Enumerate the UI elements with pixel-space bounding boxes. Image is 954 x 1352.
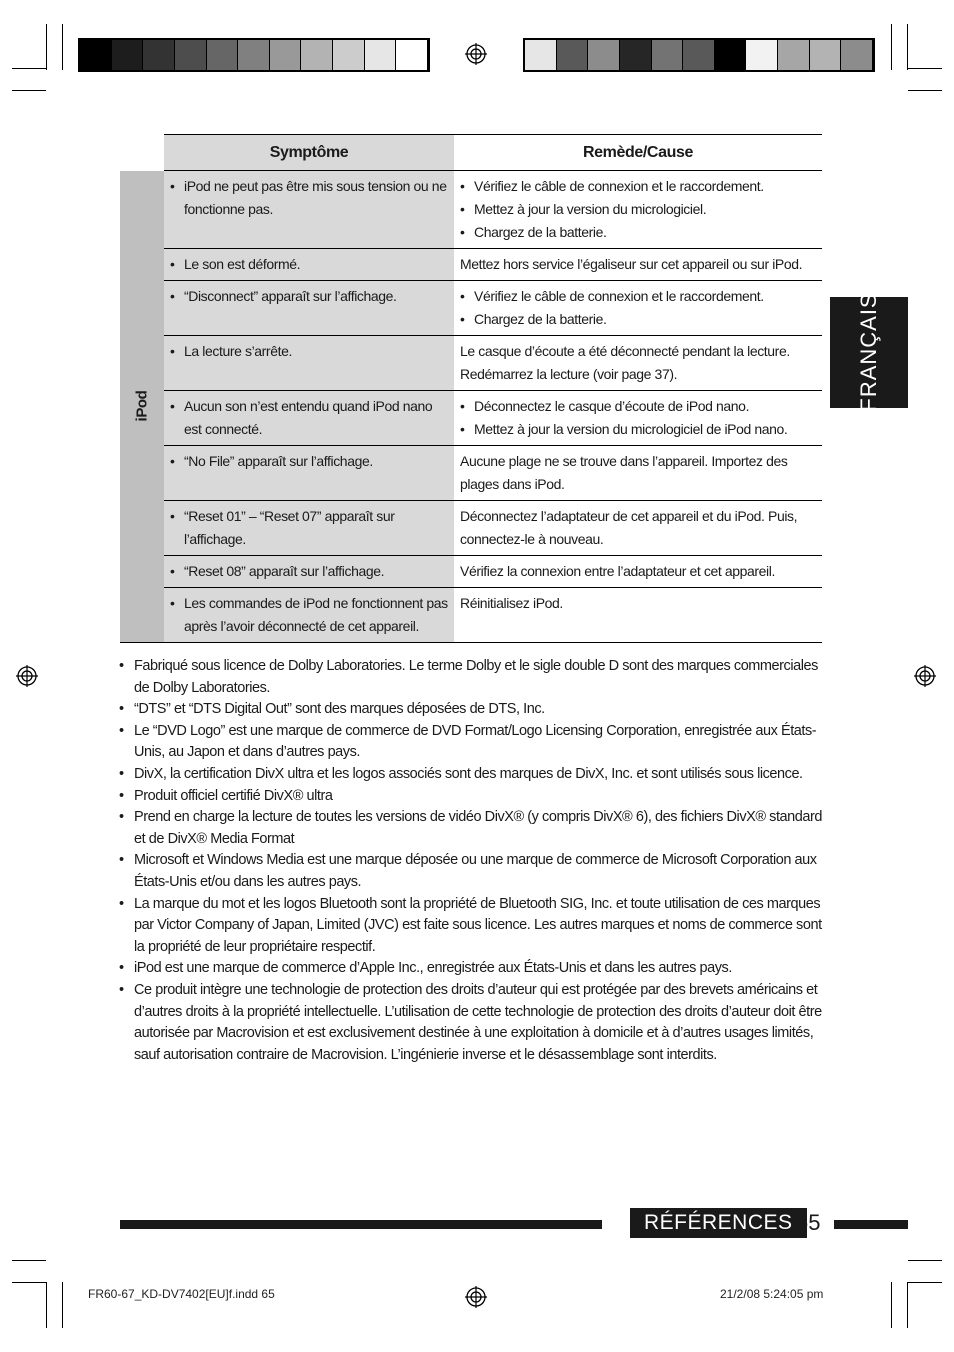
symptom-cell (164, 249, 454, 281)
table-row (120, 171, 822, 249)
table-row (120, 281, 822, 336)
section-label: RÉFÉRENCES (630, 1208, 807, 1238)
crop-mark (12, 1260, 46, 1261)
remedy-item: • Chargez de la batterie. (460, 308, 816, 331)
remedy-item: • Chargez de la batterie. (460, 221, 816, 244)
symptom-text: • “No File” apparaît sur l’affichage. (170, 450, 448, 473)
crop-mark (907, 1282, 908, 1328)
remedy-text: Le casque d’écoute a été déconnecté pendant la lecture. Redémarrez la lecture (voir page 37). (454, 336, 822, 391)
trademark-notes (118, 656, 826, 1066)
crop-mark (62, 24, 63, 70)
remedy-cell (454, 171, 822, 249)
registration-mark-icon (914, 665, 936, 687)
table-row (120, 446, 822, 501)
note-item: • Produit officiel certifié DivX® ultra (118, 786, 826, 808)
crop-mark (891, 1282, 892, 1328)
crop-mark (46, 1282, 47, 1328)
table-row (120, 249, 822, 281)
color-swatch (333, 40, 365, 70)
color-swatch (778, 40, 810, 70)
remedy-item: • Vérifiez le câble de connexion et le raccordement. (460, 175, 816, 198)
remedy-text: Déconnectez l’adaptateur de cet appareil et du iPod. Puis, connectez-le à nouveau. (454, 501, 822, 556)
crop-mark (62, 1282, 63, 1328)
color-swatch (588, 40, 620, 70)
color-swatch (143, 40, 175, 70)
symptom-cell (164, 446, 454, 501)
crop-mark (908, 90, 942, 91)
symptom-text: • Le son est déformé. (170, 253, 448, 276)
note-item: • iPod est une marque de commerce d’Apple Inc., enregistrée aux États-Unis et dans les autres pays. (118, 958, 826, 980)
color-swatch (112, 40, 144, 70)
remedy-cell (454, 391, 822, 446)
crop-mark (891, 24, 892, 70)
color-swatch (620, 40, 652, 70)
note-item: • Ce produit intègre une technologie de protection des droits d’auteur qui est protégée par des brevets américains et d’autres droits à la propriété intellectuelle. L’utilisation de cette technologie de protection des droits d’auteur doit être autorisée par Macrovision et est exclusivement destinée à une exploitation à domicile et à d’autres usages limités, sauf autorisation contraire de Macrovision. L’ingénierie inverse et le désassemblage sont interdits. (118, 980, 826, 1066)
section-bar-right (834, 1220, 908, 1229)
crop-mark (12, 90, 46, 91)
symptom-cell (164, 501, 454, 556)
remedy-item: • Vérifiez le câble de connexion et le raccordement. (460, 285, 816, 308)
symptom-cell (164, 391, 454, 446)
group-label: iPod (133, 390, 151, 422)
color-swatch (557, 40, 589, 70)
crop-mark (12, 1282, 46, 1283)
crop-mark (908, 68, 942, 69)
color-swatch (238, 40, 270, 70)
crop-mark (907, 24, 908, 70)
color-swatch (207, 40, 239, 70)
registration-mark-icon (465, 43, 487, 65)
crop-mark (12, 68, 46, 69)
symptom-cell (164, 171, 454, 249)
table-row (120, 501, 822, 556)
crop-mark (908, 1282, 942, 1283)
color-swatch (175, 40, 207, 70)
symptom-cell (164, 588, 454, 643)
remedy-item: • Mettez à jour la version du micrologiciel. (460, 198, 816, 221)
footer-timestamp: 21/2/08 5:24:05 pm (720, 1287, 824, 1301)
troubleshooting-table (120, 134, 822, 643)
symptom-text: • iPod ne peut pas être mis sous tension ou ne fonctionne pas. (170, 175, 448, 221)
section-bar-left (120, 1220, 602, 1229)
color-swatch (810, 40, 842, 70)
symptom-text: • “Reset 08” apparaît sur l’affichage. (170, 560, 448, 583)
remedy-text: Mettez hors service l’égaliseur sur cet appareil ou sur iPod. (454, 249, 822, 281)
color-swatch (652, 40, 684, 70)
table-row (120, 336, 822, 391)
color-swatch (715, 40, 747, 70)
remedy-text: Aucune plage ne se trouve dans l’appareil. Importez des plages dans iPod. (454, 446, 822, 501)
page-number: 65 (796, 1210, 821, 1235)
symptom-text: • La lecture s’arrête. (170, 340, 448, 363)
symptom-cell (164, 336, 454, 391)
table-row (120, 556, 822, 588)
remedy-item: • Déconnectez le casque d’écoute de iPod nano. (460, 395, 816, 418)
footer-file-info: FR60-67_KD-DV7402[EU]f.indd 65 (88, 1287, 275, 1301)
remedy-text: Réinitialisez iPod. (454, 588, 822, 643)
note-item: • “DTS” et “DTS Digital Out” sont des marques déposées de DTS, Inc. (118, 699, 826, 721)
symptom-text: • Aucun son n’est entendu quand iPod nano est connecté. (170, 395, 448, 441)
registration-mark-icon (465, 1286, 487, 1308)
note-item: • Prend en charge la lecture de toutes les versions de vidéo DivX® (y compris DivX® 6), des fichiers DivX® standard et de DivX® Media Format (118, 807, 826, 850)
header-symptom: Symptôme (164, 135, 454, 171)
note-item: • La marque du mot et les logos Bluetooth sont la propriété de Bluetooth SIG, Inc. et toute utilisation de ces marques par Victor Company of Japan, Limited (JVC) est faite sous licence. Les autres marques et noms de commerce sont la propriété de leur propriétaire respectif. (118, 894, 826, 959)
group-label-cell (120, 171, 164, 643)
color-swatch (841, 40, 873, 70)
note-item: • Microsoft et Windows Media est une marque déposée ou une marque de commerce de Microsoft Corporation aux États-Unis et/ou dans les autres pays. (118, 850, 826, 893)
crop-mark (908, 1260, 942, 1261)
header-remedy: Remède/Cause (454, 135, 822, 171)
color-swatch (683, 40, 715, 70)
color-swatch (301, 40, 333, 70)
color-swatch (270, 40, 302, 70)
color-swatch (80, 40, 112, 70)
color-swatch (396, 40, 428, 70)
color-swatch (525, 40, 557, 70)
symptom-text: • Les commandes de iPod ne fonctionnent pas après l’avoir déconnecté de cet appareil. (170, 592, 448, 638)
remedy-cell (454, 281, 822, 336)
crop-mark (46, 24, 47, 70)
symptom-text: • “Disconnect” apparaît sur l’affichage. (170, 285, 448, 308)
color-swatch (365, 40, 397, 70)
table-header-row (120, 135, 822, 171)
table-header-spacer (120, 135, 164, 171)
table-row (120, 391, 822, 446)
remedy-text: Vérifiez la connexion entre l’adaptateur et cet appareil. (454, 556, 822, 588)
symptom-cell (164, 556, 454, 588)
symptom-text: • “Reset 01” – “Reset 07” apparaît sur l’affichage. (170, 505, 448, 551)
language-tab-label: FRANÇAIS (856, 292, 881, 412)
note-item: • Le “DVD Logo” est une marque de commerce de DVD Format/Logo Licensing Corporation, enregistrée aux États-Unis, au Japon et dans d’autres pays. (118, 721, 826, 764)
note-item: • Fabriqué sous licence de Dolby Laboratories. Le terme Dolby et le sigle double D sont des marques commerciales de Dolby Laboratories. (118, 656, 826, 699)
registration-mark-icon (16, 665, 38, 687)
table-row (120, 588, 822, 643)
symptom-cell (164, 281, 454, 336)
remedy-item: • Mettez à jour la version du micrologiciel de iPod nano. (460, 418, 816, 441)
note-item: • DivX, la certification DivX ultra et les logos associés sont des marques de DivX, Inc. et sont utilisés sous licence. (118, 764, 826, 786)
color-swatch (746, 40, 778, 70)
